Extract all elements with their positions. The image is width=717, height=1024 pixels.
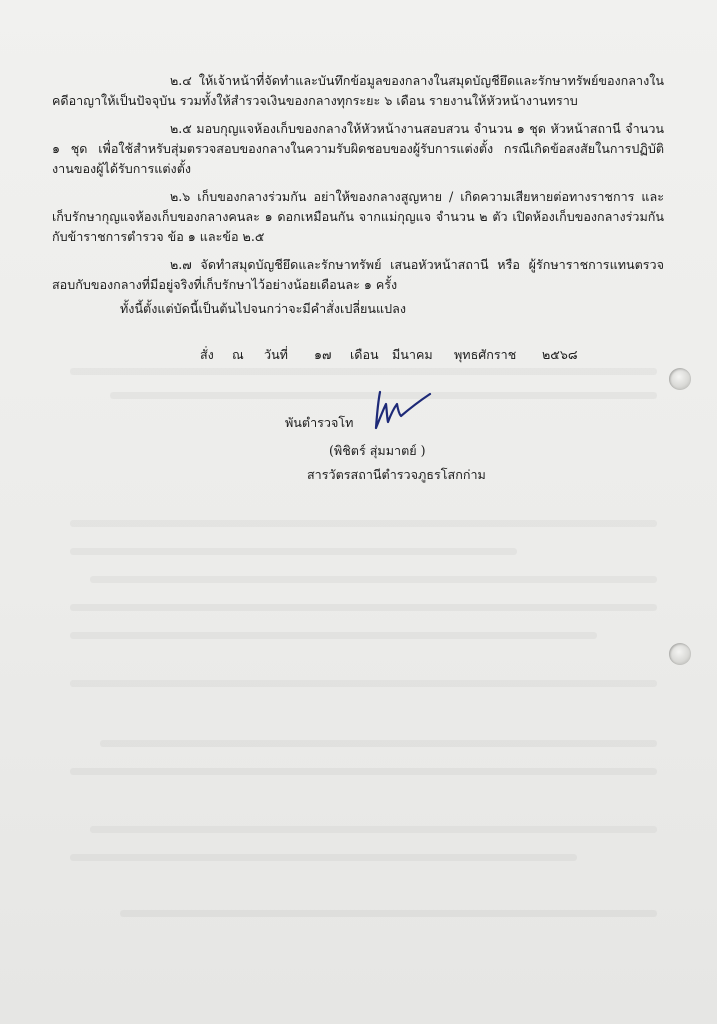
at-word: ณ: [232, 347, 244, 362]
show-through-line: [70, 368, 657, 375]
show-through-line: [70, 854, 577, 861]
signatory-rank: พันตำรวจโท: [285, 415, 354, 430]
show-through-line: [120, 910, 657, 917]
punch-hole: [669, 368, 691, 390]
month-label: เดือน: [350, 347, 379, 362]
order-year: ๒๕๖๘: [542, 347, 578, 362]
signatory-name: (พิชิตร์ สุ่มมาตย์ ): [329, 443, 426, 458]
paragraph-2-7: ๒.๗ จัดทำสมุดบัญชียึดและรักษาทรัพย์ เสนอหัวหน้าสถานี หรือ ผู้รักษาราชการแทนตรวจสอบกับของกลางที่มีอยู่จริงที่เก็บรักษาไว้อย่างน้อยเดือนละ ๑ ครั้ง: [52, 257, 664, 292]
punch-hole: [669, 643, 691, 665]
order-day: ๑๗: [314, 347, 332, 362]
paragraph-2-4: ๒.๔ ให้เจ้าหน้าที่จัดทำและบันทึกข้อมูลของกลางในสมุดบัญชียึดและรักษาทรัพย์ของกลางในคดีอาญาให้เป็นปัจจุบัน รวมทั้งให้สำรวจเงินของกลางทุกระยะ ๖ เดือน รายงานให้หัวหน้างานทราบ: [52, 73, 664, 108]
show-through-line: [70, 680, 657, 687]
order-month: มีนาคม: [392, 347, 433, 362]
show-through-line: [70, 632, 597, 639]
handwritten-signature: [368, 388, 438, 434]
show-through-line: [90, 576, 657, 583]
show-through-line: [90, 826, 657, 833]
show-through-line: [70, 604, 657, 611]
signatory-position: สารวัตรสถานีตำรวจภูธรโสกก่าม: [307, 467, 486, 482]
year-label: พุทธศักราช: [454, 347, 517, 362]
day-label: วันที่: [264, 347, 288, 362]
order-word: สั่ง: [200, 347, 214, 362]
show-through-line: [70, 548, 517, 555]
body-text: [52, 71, 664, 303]
show-through-line: [70, 768, 657, 775]
closing-statement: ทั้งนี้ตั้งแต่บัดนี้เป็นต้นไปจนกว่าจะมีคำสั่งเปลี่ยนแปลง: [120, 301, 407, 316]
paragraph-2-5: ๒.๕ มอบกุญแจห้องเก็บของกลางให้หัวหน้างานสอบสวน จำนวน ๑ ชุด หัวหน้าสถานี จำนวน ๑ ชุด เพื่อใช้สำหรับสุ่มตรวจสอบของกลางในความรับผิดชอบของผู้รับการแต่งตั้ง กรณีเกิดข้อสงสัยในการปฏิบัติงานของผู้ได้รับการแต่งตั้ง: [52, 121, 664, 176]
show-through-line: [100, 740, 657, 747]
paragraph-2-6: ๒.๖ เก็บของกลางร่วมกัน อย่าให้ของกลางสูญหาย / เกิดความเสียหายต่อทางราชการ และเก็บรักษากุญแจห้องเก็บของกลางคนละ ๑ ดอกเหมือนกัน จากแม่กุญแจ จำนวน ๒ ตัว เปิดห้องเก็บของกลางร่วมกันกับข้าราชการตำรวจ ข้อ ๑ และข้อ ๒.๕: [52, 189, 664, 244]
show-through-line: [70, 520, 657, 527]
